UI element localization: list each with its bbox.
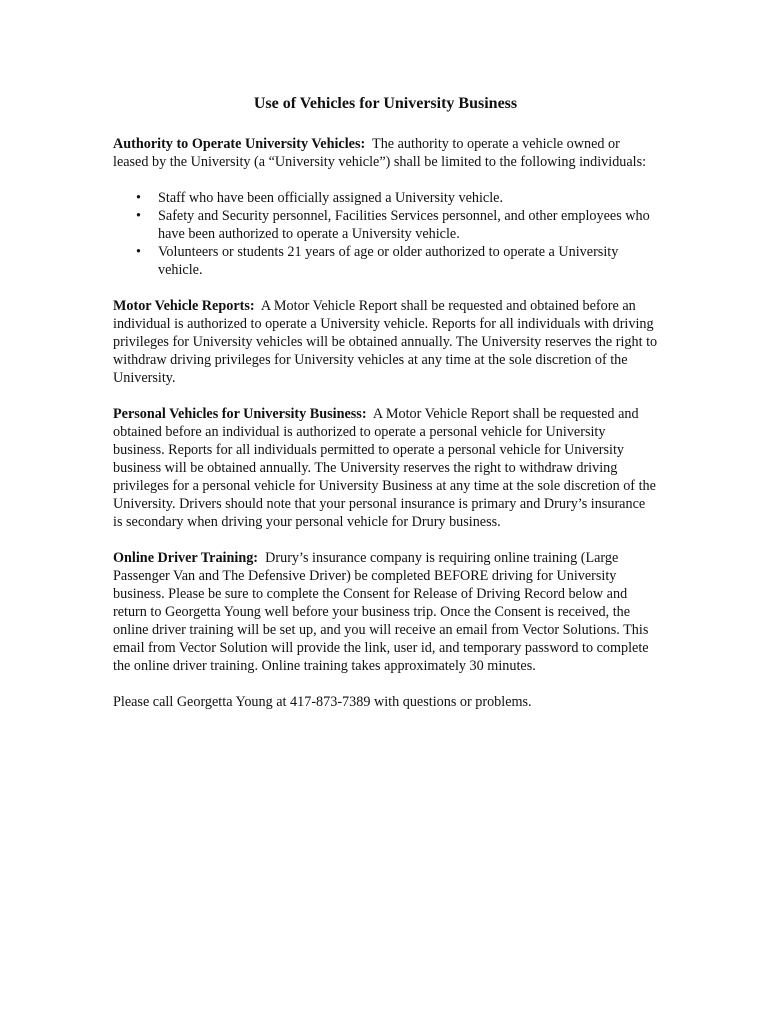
authorized-individuals-list (113, 189, 658, 279)
authority-paragraph (113, 135, 658, 171)
document-title: Use of Vehicles for University Business (253, 95, 518, 112)
document-page (113, 94, 658, 729)
motor-vehicle-reports-paragraph (113, 297, 658, 387)
list-item: • Volunteers or students 21 years of age or older authorized to operate a University vehicle. (158, 243, 658, 279)
authority-text: The authority to operate a vehicle owned or leased by the University (a “University vehicle”) shall be limited to the following individuals: (113, 136, 647, 170)
personal-vehicles-text: A Motor Vehicle Report shall be requested and obtained before an individual is authorized to operate a personal vehicle for University business. Reports for all individuals permitted to operate a personal vehicle for University business will be obtained annually. The University reserves the right to withdraw driving privileges for a personal vehicle for University Business at any time at the sole discretion of the University. Drivers should note that your personal insurance is primary and Drury’s insurance is secondary when driving your personal vehicle for Drury business. (113, 406, 656, 530)
personal-vehicles-paragraph (113, 405, 658, 531)
online-driver-training-paragraph (113, 549, 658, 675)
motor-vehicle-reports-text: A Motor Vehicle Report shall be requested and obtained before an individual is authorized to operate a University vehicle. Reports for all individuals with driving privileges for University vehicles will be obtained annually. The University reserves the right to withdraw driving privileges for University vehicles at any time at the sole discretion of the University. (113, 298, 658, 386)
online-driver-training-heading: Online Driver Training: (113, 550, 259, 566)
list-item: • Safety and Security personnel, Facilities Services personnel, and other employees who have been authorized to operate a University vehicle. (158, 207, 658, 243)
authority-heading: Authority to Operate University Vehicles: (113, 136, 366, 152)
motor-vehicle-reports-heading: Motor Vehicle Reports: (113, 298, 255, 314)
list-item: • Staff who have been officially assigned a University vehicle. (158, 189, 658, 207)
online-driver-training-text: Drury’s insurance company is requiring online training (Large Passenger Van and The Defensive Driver) be completed BEFORE driving for University business. Please be sure to complete the Consent for Release of Driving Record below and return to Georgetta Young well before your business trip. Once the Consent is received, the online driver training will be set up, and you will receive an email from Vector Solutions. This email from Vector Solution will provide the link, user id, and temporary password to complete the online driver training. Online training takes approximately 30 minutes. (113, 550, 649, 674)
closing-paragraph: Please call Georgetta Young at 417-873-7389 with questions or problems. (113, 694, 532, 710)
personal-vehicles-heading: Personal Vehicles for University Business: (113, 406, 367, 422)
